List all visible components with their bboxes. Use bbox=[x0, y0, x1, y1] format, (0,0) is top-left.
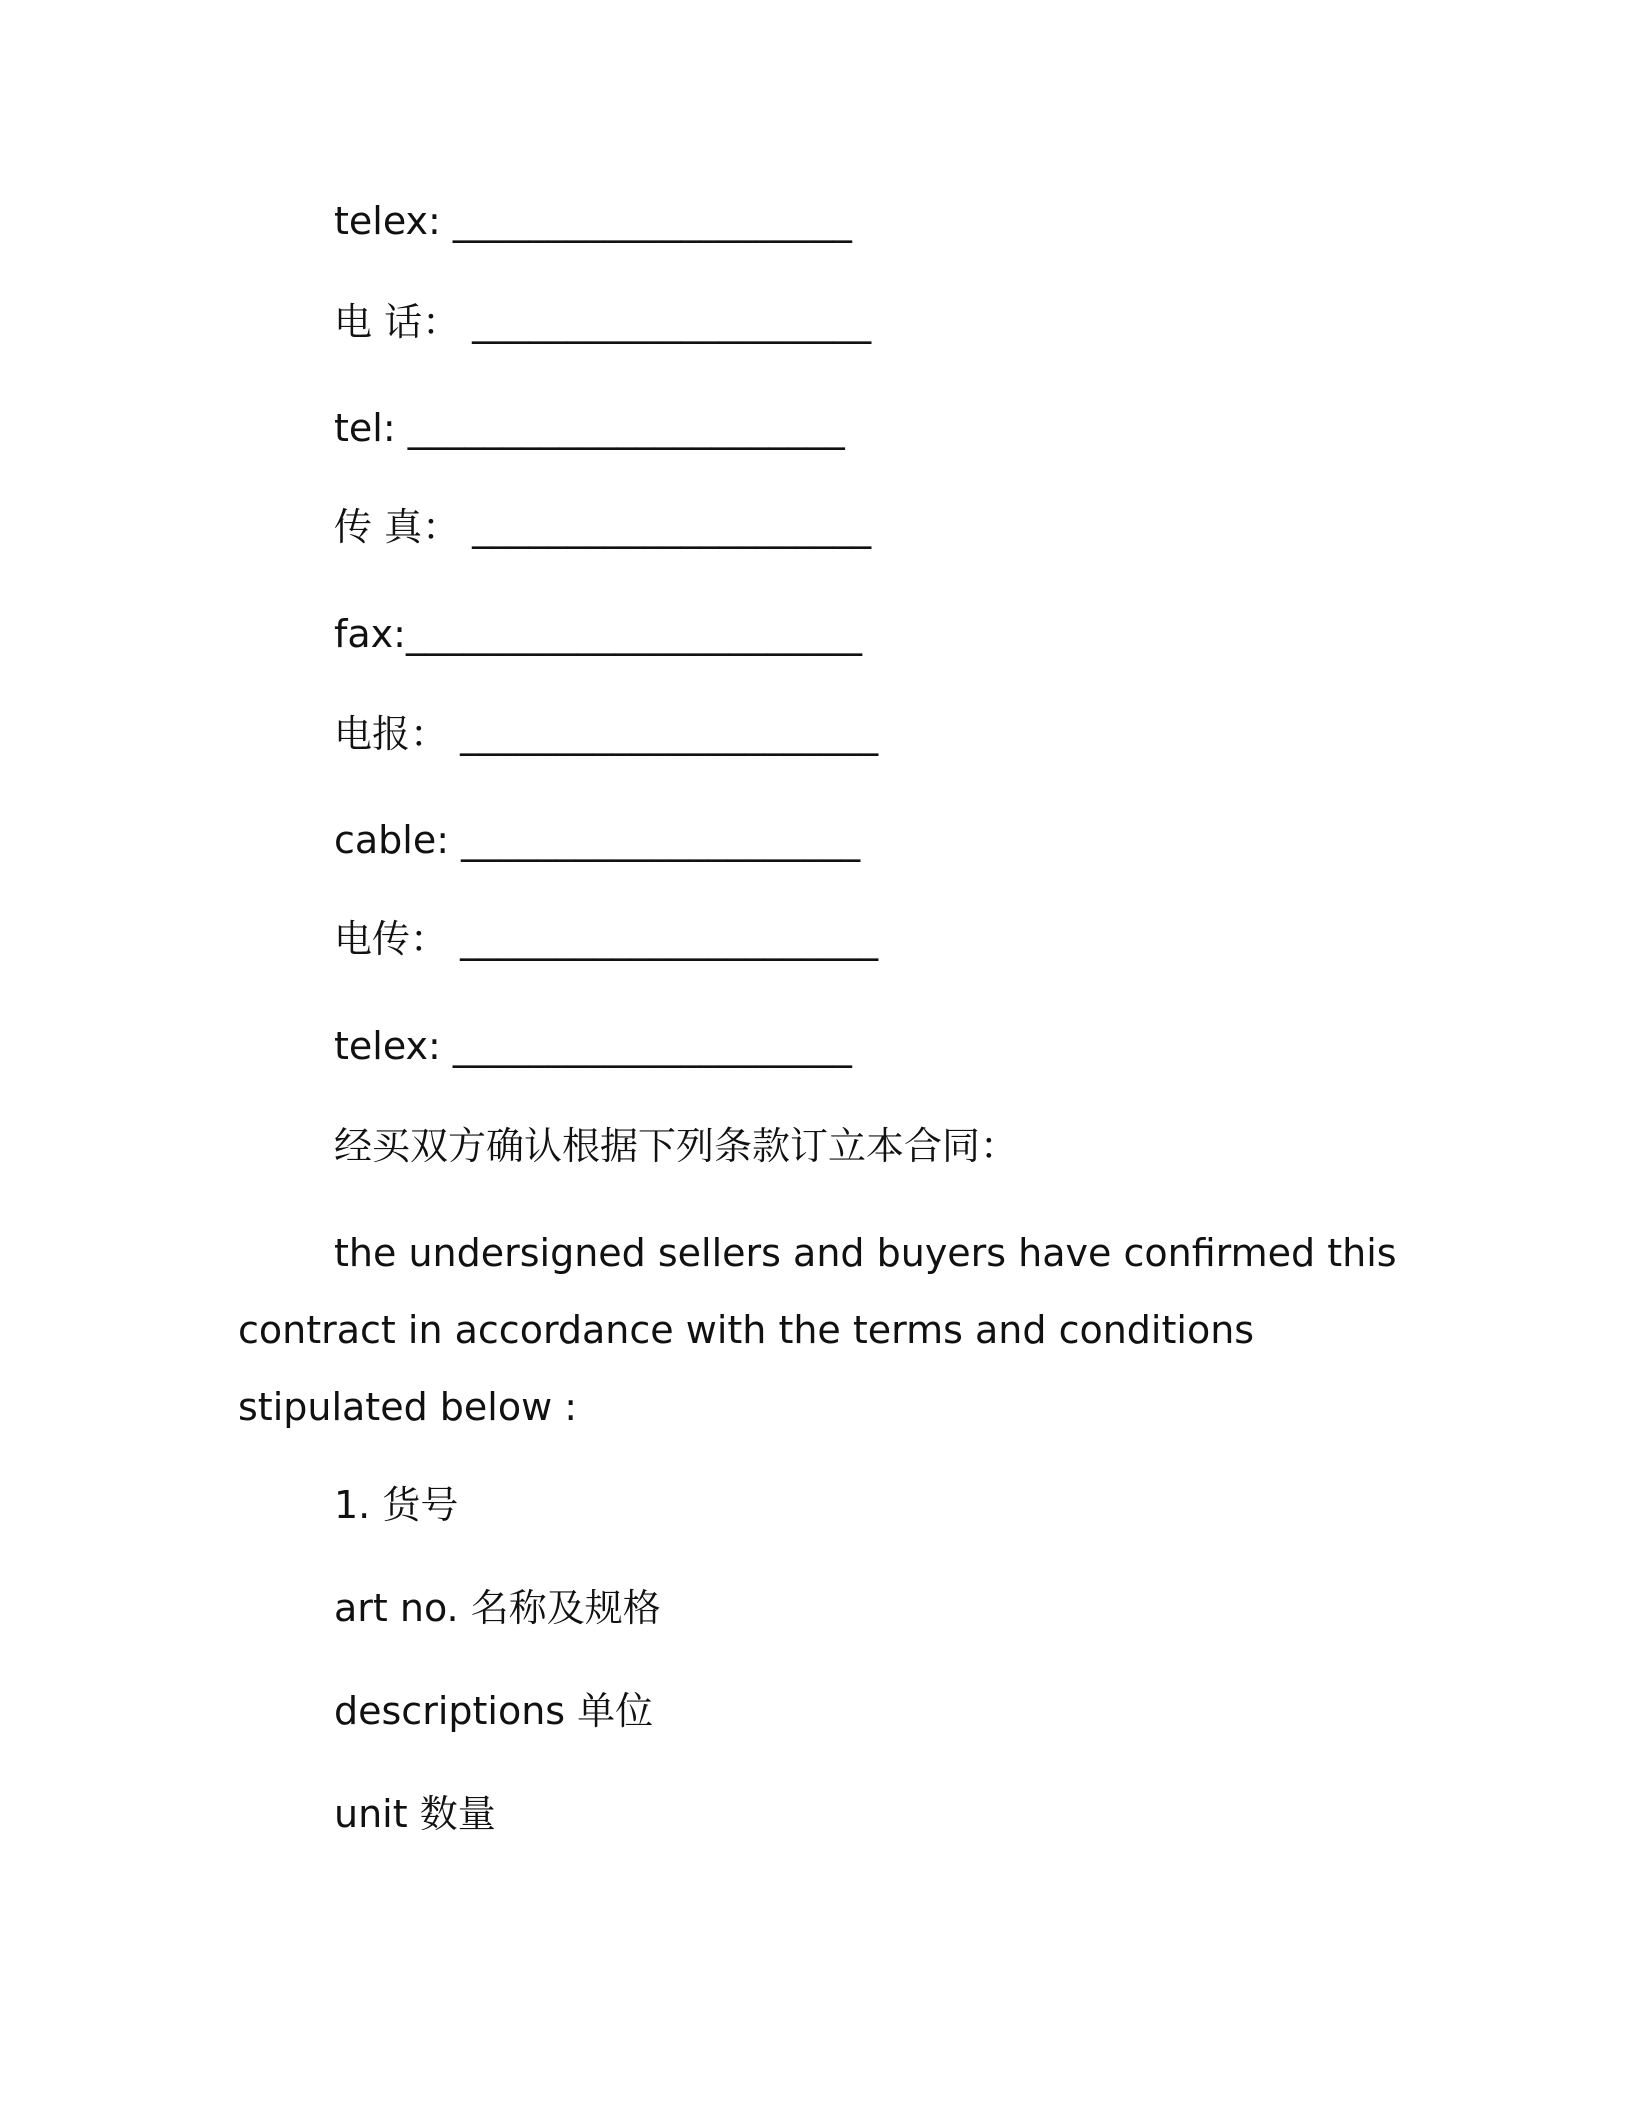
telex-field-line-2: telex: _____________________ bbox=[334, 1024, 852, 1068]
item-quantity-label: unit 数量 bbox=[334, 1792, 496, 1836]
tel-field-line: tel: _______________________ bbox=[334, 406, 845, 450]
telex-field-line: telex: _____________________ bbox=[334, 199, 852, 243]
item-description-label: art no. 名称及规格 bbox=[334, 1586, 661, 1630]
fax-cn-field-line: 传 真： _____________________ bbox=[334, 505, 872, 549]
fax-field-line: fax:________________________ bbox=[334, 612, 862, 656]
phone-cn-field-line: 电 话： _____________________ bbox=[334, 300, 872, 344]
cable-field-line: cable: _____________________ bbox=[334, 818, 861, 862]
agreement-en-paragraph: the undersigned sellers and buyers have confirmed this contract in accordance with the terms and conditions stipulated below : bbox=[238, 1231, 1397, 1429]
telegram-cn-field-line: 电报： ______________________ bbox=[334, 712, 879, 756]
item-art-number-label: 1. 货号 bbox=[334, 1483, 459, 1527]
telex-cn-field-line: 电传： ______________________ bbox=[334, 917, 879, 961]
agreement-cn-heading: 经买双方确认根据下列条款订立本合同： bbox=[334, 1124, 1019, 1168]
item-unit-label: descriptions 单位 bbox=[334, 1689, 654, 1733]
